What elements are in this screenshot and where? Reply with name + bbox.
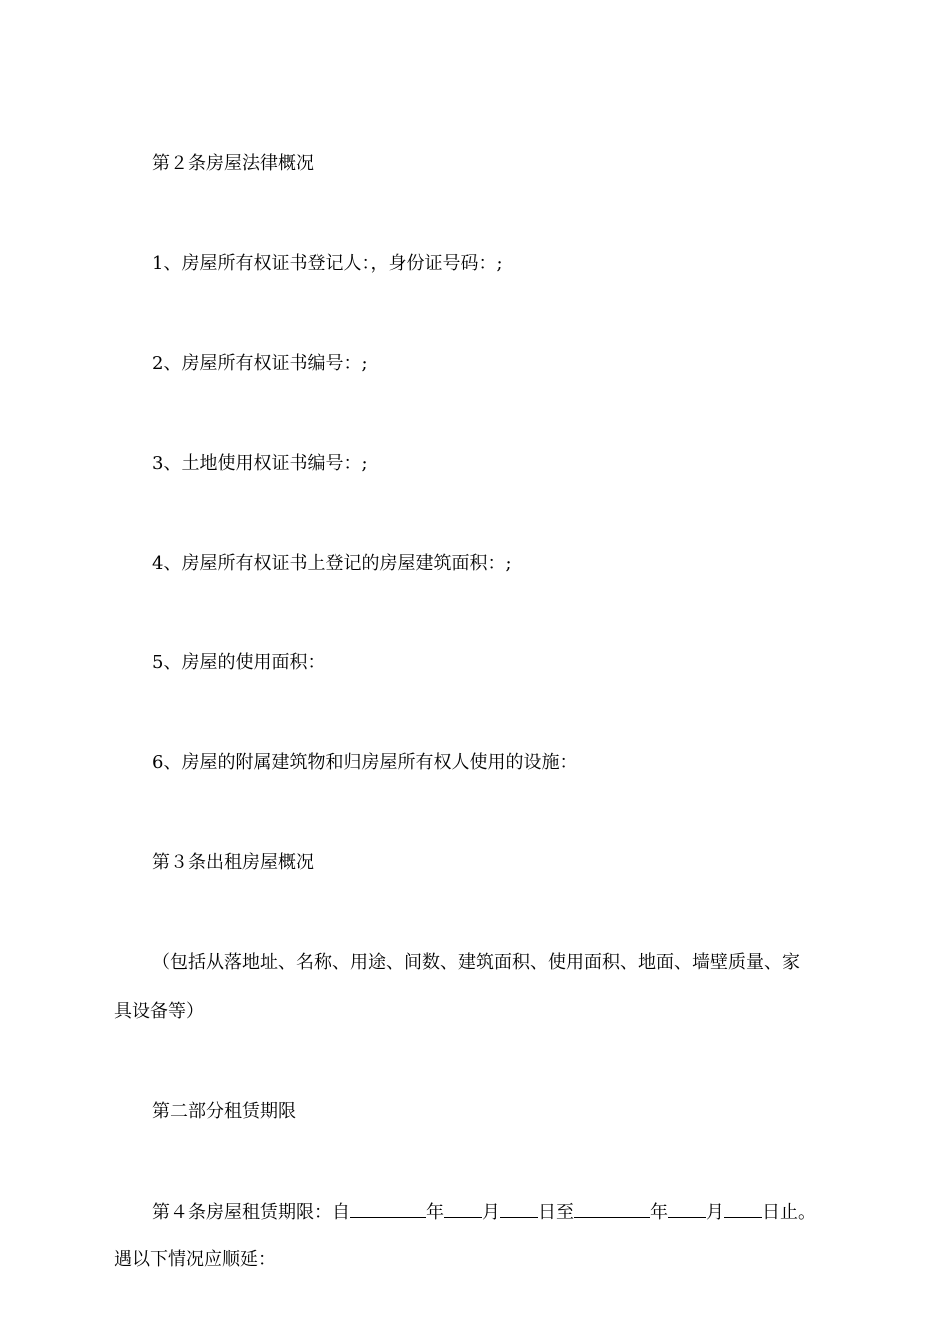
start-day-label: 日至 — [538, 1202, 574, 1223]
start-year-blank — [350, 1199, 426, 1218]
end-year-blank — [574, 1199, 650, 1218]
clause-4-building-area: 4、房屋所有权证书上登记的房屋建筑面积：; — [152, 553, 512, 574]
clause-5-usable-area: 5、房屋的使用面积： — [152, 652, 326, 673]
end-day-blank — [724, 1199, 762, 1218]
clause-6-facilities: 6、房屋的附属建筑物和归房屋所有权人使用的设施： — [152, 752, 578, 773]
part-2-heading: 第二部分租赁期限 — [152, 1101, 296, 1122]
start-month-label: 月 — [482, 1202, 500, 1223]
article-4-lease-term — [152, 1199, 816, 1225]
start-year-label: 年 — [426, 1202, 444, 1223]
article-3-description-line1: （包括从落地址、名称、用途、间数、建筑面积、使用面积、地面、墙壁质量、家 — [152, 952, 800, 973]
lease-term-continuation: 遇以下情况应顺延： — [114, 1249, 276, 1270]
start-day-blank — [500, 1199, 538, 1218]
clause-2-certificate-number: 2、房屋所有权证书编号：; — [152, 353, 368, 374]
start-month-blank — [444, 1199, 482, 1218]
end-month-blank — [668, 1199, 706, 1218]
end-day-label: 日止。 — [762, 1202, 816, 1223]
article-3-heading: 第３条出租房屋概况 — [152, 852, 314, 873]
clause-1-owner: 1、房屋所有权证书登记人：，身份证号码：; — [152, 253, 503, 274]
end-month-label: 月 — [706, 1202, 724, 1223]
article-3-description-line2: 具设备等） — [114, 1001, 204, 1022]
clause-3-land-certificate: 3、土地使用权证书编号：; — [152, 453, 368, 474]
end-year-label: 年 — [650, 1202, 668, 1223]
article-2-heading: 第２条房屋法律概况 — [152, 153, 314, 174]
lease-term-prefix: 第４条房屋租赁期限：自 — [152, 1202, 350, 1223]
